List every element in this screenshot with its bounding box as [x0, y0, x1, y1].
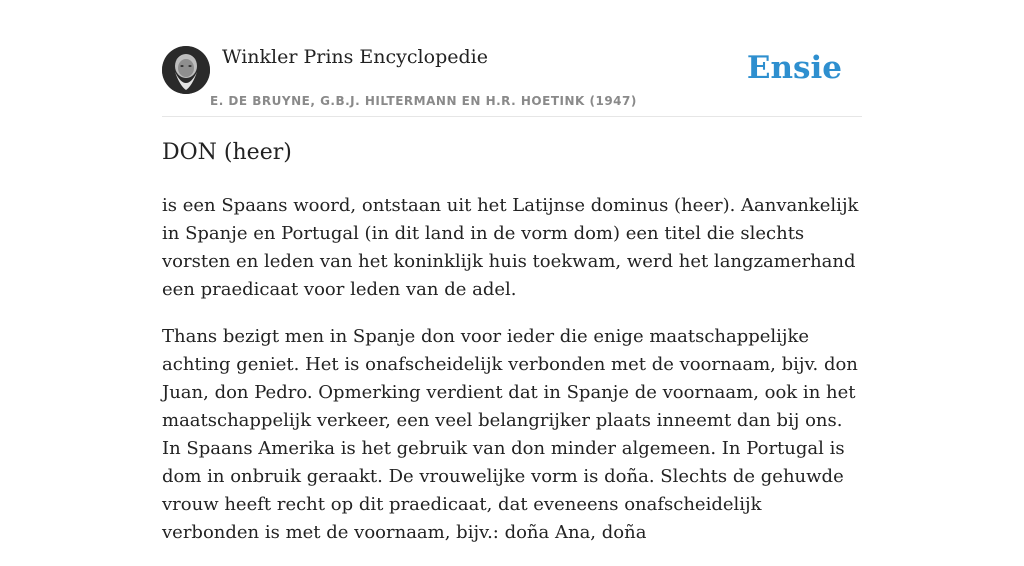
article-paragraph: is een Spaans woord, ontstaan uit het Latijnse dominus (heer). Aanvankelijk in Spanje en Portugal (in dit land in de vorm dom) een titel die slechts vorsten en leden van het koninklijk huis toekwam, werd het langzamerhand een praedicaat voor leden van de adel. [162, 195, 859, 300]
author-avatar[interactable] [162, 46, 210, 94]
brand-logo[interactable]: Ensie [746, 50, 842, 86]
article-paragraph: Thans bezigt men in Spanje don voor ieder die enige maatschappelijke achting geniet. Het is onafscheidelijk verbonden met de voornaam, bijv. don Juan, don Pedro. Opmerking verdient dat in Spanje de voornaam, ook in het maatschappelijk verkeer, een veel belangrijker plaats inneemt dan bij ons. In Spaans Amerika is het gebruik van don minder algemeen. In Portugal is dom in onbruik geraakt. De vrouwelijke vorm is doña. Slechts de gehuwde vrouw heeft recht op dit praedicaat, dat eveneens onafscheidelijk verbonden is met de voornaam, bijv.: doña Ana, doña [162, 326, 858, 543]
article-body [162, 192, 862, 566]
bearded-man-portrait-icon [162, 46, 210, 94]
header [162, 0, 862, 117]
source-title[interactable]: Winkler Prins Encyclopedie [222, 46, 488, 68]
source-authors: E. DE BRUYNE, G.B.J. HILTERMANN EN H.R. HOETINK (1947) [210, 94, 637, 108]
article-title: DON (heer) [162, 140, 292, 165]
